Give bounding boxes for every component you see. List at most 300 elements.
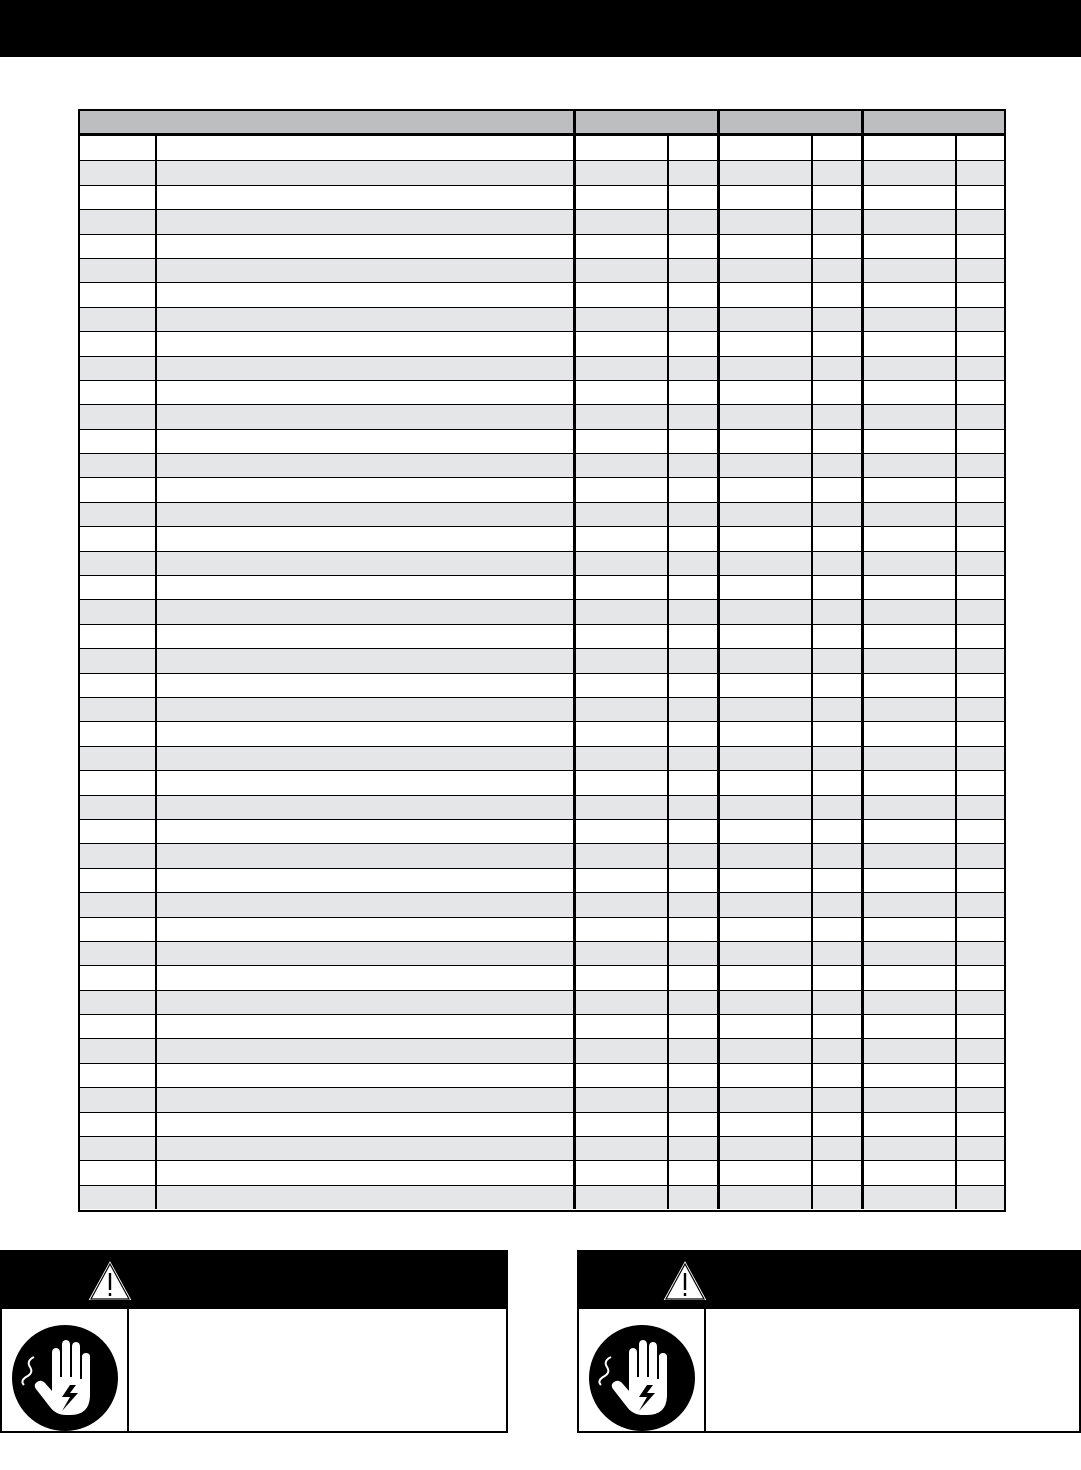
table-cell [720,381,811,404]
table-cell [956,478,1004,501]
table-cell [156,405,573,428]
table-cell [864,1113,955,1136]
table-cell [576,454,667,477]
table-cell [156,186,573,209]
table-cell [668,722,717,745]
table-cell [668,991,717,1014]
table-row [80,209,1004,233]
table-cell [720,332,811,355]
table-cell [156,722,573,745]
table-cell [720,454,811,477]
table-cell [956,1015,1004,1038]
table-cell [720,430,811,453]
table-row [80,551,1004,575]
table-row [80,673,1004,697]
table-cell [156,430,573,453]
table-cell [80,1161,155,1184]
table-cell [812,844,861,867]
table-cell [80,1186,155,1209]
table-row [80,258,1004,282]
table-cell [80,722,155,745]
table-cell [576,966,667,989]
table-cell [864,210,955,233]
table-cell [80,600,155,623]
table-cell [720,893,811,916]
table-cell [812,527,861,550]
table-cell [956,430,1004,453]
table-cell [864,1015,955,1038]
table-cell [80,136,155,160]
table-cell [720,674,811,697]
table-cell [956,1064,1004,1087]
table-cell [812,430,861,453]
table-cell [864,771,955,794]
table-row [80,697,1004,721]
table-cell [812,698,861,721]
table-cell [156,136,573,160]
table-cell [812,820,861,843]
table-cell [156,1137,573,1160]
table-cell [156,771,573,794]
table-cell [576,136,667,160]
table-cell [156,1039,573,1062]
table-cell [956,1039,1004,1062]
table-cell [668,259,717,282]
table-cell [80,430,155,453]
table-row [80,941,1004,965]
table-row [80,599,1004,623]
table-cell [956,674,1004,697]
table-cell [156,552,573,575]
table-cell [80,552,155,575]
table-cell [864,1064,955,1087]
table-cell [156,820,573,843]
table-cell [864,722,955,745]
table-cell [864,259,955,282]
table-cell [720,942,811,965]
table-cell [956,649,1004,672]
table-cell [956,942,1004,965]
table-cell [80,576,155,599]
table-cell [80,1015,155,1038]
table-cell [812,991,861,1014]
table-cell [80,1113,155,1136]
table-cell [812,478,861,501]
table-cell [576,722,667,745]
table-cell [80,869,155,892]
warning-box-right [577,1250,1081,1433]
table-cell [956,747,1004,770]
table-cell [956,918,1004,941]
table-cell [864,283,955,306]
table-cell [812,210,861,233]
table-cell [668,161,717,184]
table-cell [720,1161,811,1184]
table-cell [720,698,811,721]
table-row [80,843,1004,867]
table-row [80,575,1004,599]
table-cell [720,552,811,575]
data-table [78,109,1006,1212]
table-row [80,1112,1004,1136]
table-cell [668,796,717,819]
table-cell [80,893,155,916]
table-row [80,380,1004,404]
table-cell [80,235,155,258]
table-cell [864,893,955,916]
table-cell [576,357,667,380]
table-cell [668,235,717,258]
table-cell [80,649,155,672]
table-cell [576,430,667,453]
table-cell [720,771,811,794]
table-row [80,965,1004,989]
table-cell [812,649,861,672]
table-cell [576,1015,667,1038]
table-cell [956,235,1004,258]
table-cell [668,869,717,892]
table-cell [720,1113,811,1136]
table-cell [812,966,861,989]
table-cell [720,259,811,282]
table-cell [720,136,811,160]
table-cell [668,136,717,160]
table-cell [864,747,955,770]
table-cell [576,210,667,233]
table-row [80,429,1004,453]
warning-body [579,1309,1079,1431]
table-cell [156,796,573,819]
table-cell [668,1015,717,1038]
table-cell [812,1015,861,1038]
table-cell [80,405,155,428]
table-cell [80,674,155,697]
table-row [80,721,1004,745]
table-cell [720,576,811,599]
table-cell [576,259,667,282]
table-cell [720,478,811,501]
table-cell [864,991,955,1014]
table-cell [576,1088,667,1111]
table-cell [812,136,861,160]
table-cell [668,503,717,526]
table-cell [720,357,811,380]
table-cell [156,161,573,184]
table-cell [576,1064,667,1087]
table-cell [668,771,717,794]
table-cell [864,576,955,599]
table-header-description [80,111,573,133]
table-row [80,990,1004,1014]
table-cell [720,308,811,331]
table-cell [668,1137,717,1160]
table-cell [720,405,811,428]
table-cell [80,527,155,550]
table-cell [864,430,955,453]
table-cell [80,259,155,282]
table-cell [720,796,811,819]
table-cell [956,332,1004,355]
table-cell [576,1137,667,1160]
table-cell [576,942,667,965]
table-cell [956,1137,1004,1160]
table-cell [668,674,717,697]
table-cell [576,503,667,526]
table-cell [156,1088,573,1111]
header-divider [861,111,864,133]
table-cell [80,478,155,501]
table-cell [956,308,1004,331]
table-cell [156,527,573,550]
table-cell [156,649,573,672]
table-cell [720,503,811,526]
table-cell [864,136,955,160]
table-cell [576,381,667,404]
table-row [80,185,1004,209]
warning-box-left [0,1250,508,1433]
warning-header [2,1252,506,1309]
table-cell [812,283,861,306]
table-cell [864,600,955,623]
table-cell [812,186,861,209]
warning-divider [127,1309,129,1431]
table-row [80,917,1004,941]
table-cell [720,918,811,941]
table-cell [576,600,667,623]
table-cell [156,478,573,501]
table-row [80,404,1004,428]
table-cell [668,210,717,233]
table-cell [864,649,955,672]
table-cell [668,625,717,648]
table-cell [812,1064,861,1087]
table-cell [812,869,861,892]
table-header-row [80,111,1004,136]
table-cell [156,503,573,526]
table-cell [864,332,955,355]
table-cell [864,552,955,575]
table-cell [576,478,667,501]
table-cell [956,503,1004,526]
table-cell [668,1039,717,1062]
table-cell [864,405,955,428]
table-cell [720,1186,811,1209]
table-row [80,770,1004,794]
table-cell [80,1137,155,1160]
table-cell [668,698,717,721]
table-header-group-1 [576,111,716,133]
table-cell [576,576,667,599]
table-cell [812,235,861,258]
table-cell [576,405,667,428]
table-cell [864,235,955,258]
table-row [80,282,1004,306]
table-cell [812,796,861,819]
table-cell [720,1039,811,1062]
table-cell [80,210,155,233]
table-cell [864,1088,955,1111]
table-cell [80,186,155,209]
table-cell [156,1161,573,1184]
table-cell [576,235,667,258]
table-cell [80,308,155,331]
table-cell [812,747,861,770]
table-cell [576,893,667,916]
table-cell [576,771,667,794]
table-cell [668,430,717,453]
table-row [80,160,1004,184]
table-cell [864,869,955,892]
table-cell [812,942,861,965]
table-cell [812,1161,861,1184]
table-row [80,526,1004,550]
table-cell [156,844,573,867]
table-cell [864,918,955,941]
table-cell [156,625,573,648]
warning-body [2,1309,506,1431]
table-cell [864,1039,955,1062]
warning-triangle-icon [659,1256,711,1304]
table-cell [80,747,155,770]
table-cell [812,357,861,380]
table-cell [956,796,1004,819]
table-cell [956,966,1004,989]
table-cell [668,942,717,965]
table-cell [80,1088,155,1111]
table-cell [668,454,717,477]
table-cell [576,698,667,721]
table-cell [864,820,955,843]
table-cell [156,991,573,1014]
table-cell [80,1064,155,1087]
table-cell [720,1015,811,1038]
table-row [80,1087,1004,1111]
table-cell [956,625,1004,648]
table-cell [720,186,811,209]
table-cell [576,186,667,209]
table-cell [956,186,1004,209]
table-row [80,331,1004,355]
table-cell [864,796,955,819]
electric-shock-hand-icon [587,1323,697,1433]
table-cell [156,942,573,965]
table-cell [864,478,955,501]
table-cell [720,283,811,306]
table-cell [812,1137,861,1160]
warning-header [579,1252,1079,1309]
table-cell [720,844,811,867]
table-row [80,819,1004,843]
table-cell [668,576,717,599]
table-cell [864,625,955,648]
table-cell [812,674,861,697]
table-cell [956,136,1004,160]
table-cell [864,1161,955,1184]
table-cell [156,1064,573,1087]
table-cell [812,259,861,282]
table-row [80,502,1004,526]
table-cell [80,625,155,648]
table-cell [812,1039,861,1062]
table-cell [956,771,1004,794]
table-cell [80,1039,155,1062]
table-cell [812,1088,861,1111]
table-cell [956,844,1004,867]
table-row [80,453,1004,477]
table-cell [156,210,573,233]
table-cell [668,405,717,428]
table-cell [576,649,667,672]
table-cell [668,820,717,843]
table-cell [864,942,955,965]
table-row [80,1185,1004,1209]
table-cell [956,722,1004,745]
table-cell [956,381,1004,404]
table-cell [864,674,955,697]
table-cell [576,991,667,1014]
table-cell [156,259,573,282]
table-cell [156,576,573,599]
table-row [80,234,1004,258]
table-cell [720,649,811,672]
table-cell [668,918,717,941]
table-cell [956,552,1004,575]
table-row [80,356,1004,380]
table-cell [864,1137,955,1160]
header-divider [573,111,576,133]
table-cell [720,161,811,184]
table-cell [956,405,1004,428]
table-cell [668,649,717,672]
table-cell [576,308,667,331]
table-cell [812,454,861,477]
table-cell [864,381,955,404]
table-cell [956,820,1004,843]
table-cell [668,1161,717,1184]
table-cell [956,600,1004,623]
table-cell [156,283,573,306]
table-cell [956,259,1004,282]
table-cell [668,966,717,989]
table-cell [812,1113,861,1136]
table-row [80,1160,1004,1184]
table-row [80,648,1004,672]
table-cell [156,454,573,477]
table-cell [668,1064,717,1087]
table-cell [956,283,1004,306]
table-cell [956,161,1004,184]
table-cell [812,161,861,184]
table-cell [156,966,573,989]
table-cell [720,210,811,233]
table-cell [956,869,1004,892]
table-cell [80,918,155,941]
table-cell [156,918,573,941]
table-cell [576,552,667,575]
table-cell [80,942,155,965]
table-cell [156,1113,573,1136]
table-cell [720,1064,811,1087]
table-cell [956,1113,1004,1136]
table-cell [720,747,811,770]
table-cell [156,308,573,331]
table-row [80,1014,1004,1038]
table-cell [156,698,573,721]
table-cell [864,1186,955,1209]
table-cell [956,576,1004,599]
table-cell [576,796,667,819]
table-cell [156,747,573,770]
